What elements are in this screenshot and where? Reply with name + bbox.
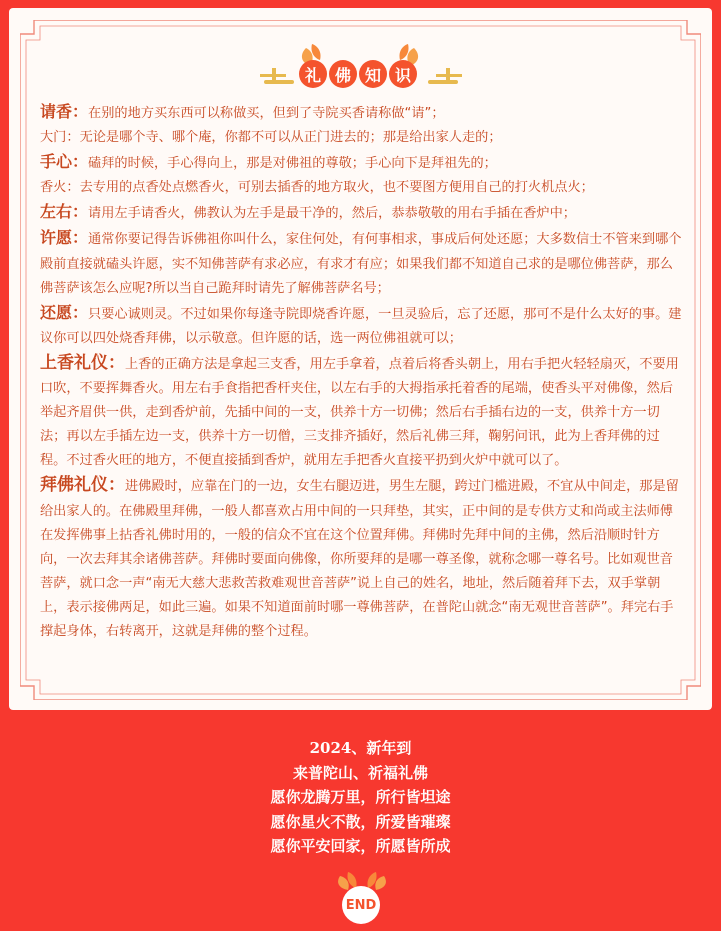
- entry-qing-xiang: [40, 100, 686, 126]
- greeting-line: 愿你星火不散，所爱皆璀璨: [270, 812, 451, 831]
- entry-term: 大门：: [40, 130, 80, 146]
- title-banner: [0, 40, 721, 100]
- entry-text: 只要心诚则灵。不过如果你每逢寺院即烧香许愿，一旦灵验后，忘了还愿，那可不是什么太好的事。建议你可以四处烧香拜佛，以示敬意。但许愿的话，选一两位佛祖就可以；: [40, 306, 682, 346]
- entry-xu-yuan: [40, 226, 686, 300]
- title-badge-row: [299, 60, 417, 88]
- entry-shang-xiang: [40, 351, 686, 473]
- entry-zuo-you: [40, 200, 686, 226]
- entry-term: 还愿：: [40, 302, 89, 322]
- new-year-greeting: [0, 736, 721, 859]
- entry-term: 左右：: [40, 202, 89, 222]
- end-badge: END: [342, 886, 380, 924]
- entry-text: 通常你要记得告诉佛祖你叫什么，家住何处，有何事相求，事成后何处还愿；大多数信士不管来到哪个殿前直接就磕头许愿，实不知佛菩萨有求必应，有求才有应；如果我们都不知道自己求的是哪位佛菩萨，那么佛菩萨该怎么应呢?所以当自己跪拜时请先了解佛菩萨名号；: [40, 232, 682, 296]
- greeting-line: 2024、新年到: [309, 739, 412, 757]
- entry-text: 无论是哪个寺、哪个庵，你都不可以从正门进去的；那是给出家人走的；: [79, 130, 502, 146]
- greeting-line: 愿你平安回家，所愿皆所成: [270, 837, 451, 855]
- entry-da-men: [40, 126, 686, 150]
- entry-text: 请用左手请香火，佛教认为左手是最干净的，然后，恭恭敬敬的用右手插在香炉中；: [88, 206, 576, 222]
- entry-xiang-huo: [40, 176, 686, 200]
- end-marker: [334, 870, 390, 922]
- entry-text: 在别的地方买东西可以称做买，但到了寺院买香请称做“请”；: [88, 106, 445, 121]
- entry-huan-yuan: [40, 301, 686, 351]
- entry-term: 香火：: [40, 180, 80, 196]
- etiquette-text: [40, 100, 686, 644]
- greeting-line: 来普陀山、祈福礼佛: [292, 763, 428, 782]
- title-char-2: 佛: [329, 60, 357, 88]
- title-char-1: 礼: [299, 60, 327, 88]
- entry-term: 拜佛礼仪：: [40, 475, 125, 496]
- greeting-line: 愿你龙腾万里，所行皆坦途: [270, 788, 451, 806]
- entry-term: 许愿：: [40, 228, 89, 248]
- entry-text: 上香的正确方法是拿起三支香，用左手拿着，点着后将香头朝上，用右手把火轻轻扇灭，不要用口吹，不要挥舞香火。用左右手食指把香杆夹住，以左右手的大拇指承托着香的尾端，使香头平对佛像，然后举起齐眉供一供，走到香炉前，先插中间的一支，供养十方一切佛；然后右手插右边的一支，供养十方一切法；再以左手插左边一支，供养十方一切僧，三支排齐插好，然后礼佛三拜，鞠躬问讯，此为上香拜佛的过程。不过香火旺的地方，不便直接插到香炉，就用左手把香火直接平扔到火炉中就可以了。: [40, 356, 679, 469]
- title-char-4: 识: [389, 60, 417, 88]
- entry-bai-fo: [40, 473, 686, 644]
- entry-term: 请香：: [40, 102, 89, 121]
- entry-term: 手心：: [40, 152, 89, 172]
- entry-shou-xin: [40, 150, 686, 176]
- entry-text: 磕拜的时候，手心得向上，那是对佛祖的尊敬；手心向下是拜祖先的；: [88, 156, 497, 172]
- entry-text: 去专用的点香处点燃香火，可别去插香的地方取火，也不要图方便用自己的打火机点火；: [79, 180, 594, 196]
- entry-text: 进佛殿时，应靠在门的一边，女生右腿迈进，男生左腿，跨过门槛进殿，不宜从中间走，那是留给出家人的。在佛殿里拜佛，一般人都喜欢占用中间的一只拜垫，其实，正中间的是专供方丈和尚或主法师傅在发挥佛事上拈香礼佛时用的，一般的信众不宜在这个位置拜佛。拜佛时先拜中间的主佛，然后沿顺时针方向，一次去拜其余诸佛菩萨。拜佛时要面向佛像，你所要拜的是哪一尊圣像，就称念哪一尊名号。比如观世音菩萨，就口念一声“南无大慈大悲救苦救难观世音菩萨”说上自己的姓名，地址，然后随着拜下去，双手掌朝上，表示接佛两足，如此三遍。如果不知道面前时哪一尊佛菩萨，在普陀山就念“南无观世音菩萨”。拜完右手撑起身体，右转离开，这就是拜佛的整个过程。: [40, 479, 679, 639]
- title-char-3: 知: [359, 60, 387, 88]
- entry-term: 上香礼仪：: [40, 352, 125, 373]
